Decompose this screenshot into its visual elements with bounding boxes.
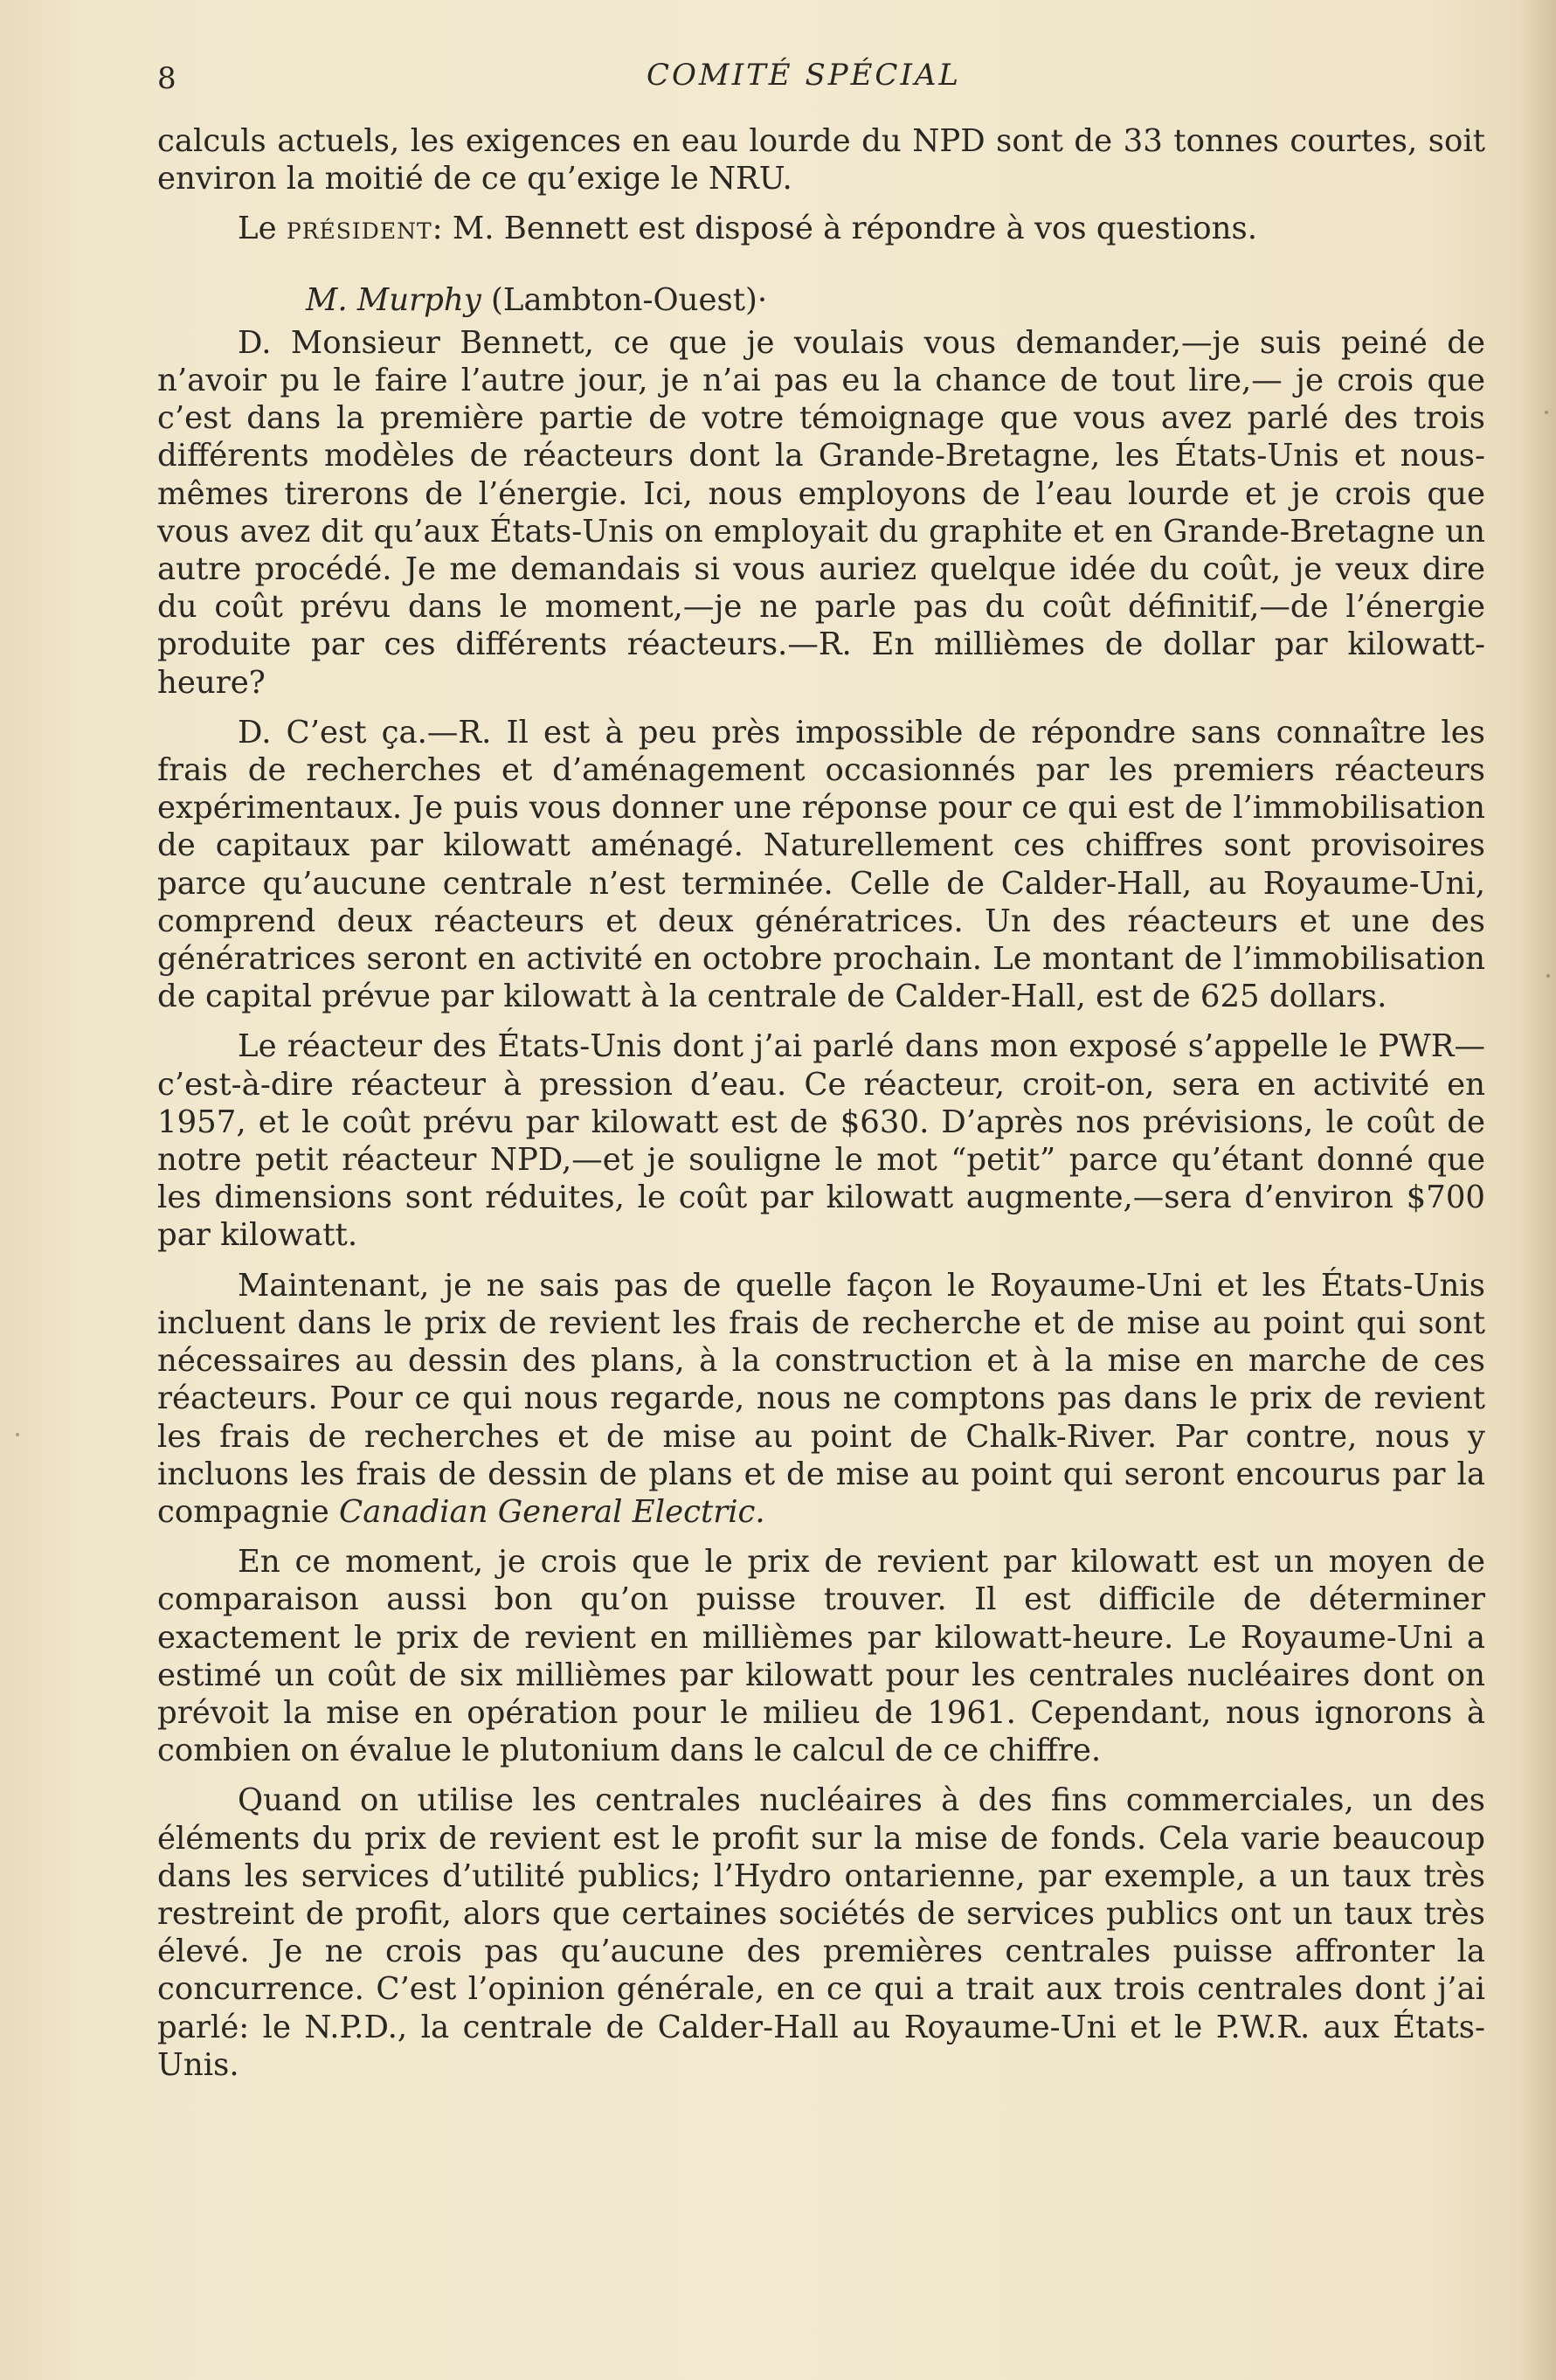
- paper-speck: [1545, 411, 1548, 414]
- paper-speck: [1546, 974, 1550, 978]
- president-statement: : M. Bennett est disposé à répondre à vos questions.: [432, 211, 1258, 247]
- president-role: président: [286, 211, 432, 247]
- paragraph-answer-1: D. C’est ça.—R. Il est à peu près impossible de répondre sans connaître les frais de recherches et d’aménagement occasionnés par les premiers réacteurs expérimentaux. Je puis vous donner une réponse pour ce qui est de l’immobilisation de capitaux par kilowatt aménagé. Naturellement ces chiffres sont provisoires parce qu’aucune centrale n’est terminée. Celle de Calder-Hall, au Royaume-Uni, comprend deux réacteurs et deux génératrices. Un des réacteurs et une des génératrices seront en activité en octobre prochain. Le montant de l’immobilisation de capital prévue par kilowatt à la centrale de Calder-Hall, est de 625 dollars.: [157, 714, 1485, 1015]
- company-name: Canadian General Electric.: [339, 1493, 765, 1530]
- president-label-prefix: Le: [238, 211, 287, 247]
- page-edge-shadow: [1521, 0, 1556, 2380]
- speaker-riding: (Lambton-Ouest)·: [481, 281, 768, 318]
- speaker-heading: [157, 281, 1485, 319]
- running-title: COMITÉ SPÉCIAL: [647, 58, 962, 93]
- speaker-name: M. Murphy: [306, 281, 481, 318]
- paragraph-answer-3: [157, 1267, 1485, 1531]
- page-number: 8: [157, 61, 176, 96]
- paragraph-question: D. Monsieur Bennett, ce que je voulais vous demander,—je suis peiné de n’avoir pu le faire l’autre jour, je n’ai pas eu la chance de tout lire,— je crois que c’est dans la première partie de votre témoignage que vous avez parlé des trois différents modèles de réacteurs dont la Grande-Bretagne, les États-Unis et nous-mêmes tirerons de l’énergie. Ici, nous employons de l’eau lourde et je crois que vous avez dit qu’aux États-Unis on employait du graphite et en Grande-Bretagne un autre procédé. Je me demandais si vous auriez quelque idée du coût, je veux dire du coût prévu dans le moment,—je ne parle pas du coût définitif,—de l’énergie produite par ces différents réacteurs.—R. En millièmes de dollar par kilowatt-heure?: [157, 324, 1485, 701]
- paragraph-president: [157, 210, 1485, 247]
- body-text: [157, 122, 1485, 2084]
- paragraph-answer-3-text: Maintenant, je ne sais pas de quelle façon le Royaume-Uni et les États-Unis incluent dans le prix de revient les frais de recherche et de mise au point qui sont nécessaires au dessin des plans, à la construction et à la mise en marche de ces réacteurs. Pour ce qui nous regarde, nous ne comptons pas dans le prix de revient les frais de recherches et de mise au point de Chalk-River. Par contre, nous y incluons les frais de dessin de plans et de mise au point qui seront encourus par la compagnie: [157, 1267, 1485, 1530]
- paper-speck: [16, 1433, 19, 1436]
- paragraph-answer-4: En ce moment, je crois que le prix de revient par kilowatt est un moyen de comparaison aussi bon qu’on puisse trouver. Il est difficile de déterminer exactement le prix de revient en millièmes par kilowatt-heure. Le Royaume-Uni a estimé un coût de six millièmes par kilowatt pour les centrales nucléaires dont on prévoit la mise en opération pour le milieu de 1961. Cependant, nous ignorons à combien on évalue le plutonium dans le calcul de ce chiffre.: [157, 1544, 1485, 1769]
- paragraph-answer-5: Quand on utilise les centrales nucléaires à des fins commerciales, un des éléments du prix de revient est le profit sur la mise de fonds. Cela varie beaucoup dans les services d’utilité publics; l’Hydro ontarienne, par exemple, a un taux très restreint de profit, alors que certaines sociétés de services publics ont un taux très élevé. Je ne crois pas qu’aucune des premières centrales puisse affronter la concurrence. C’est l’opinion générale, en ce qui a trait aux trois centrales dont j’ai parlé: le N.P.D., la centrale de Calder-Hall au Royaume-Uni et le P.W.R. aux États-Unis.: [157, 1782, 1485, 2083]
- running-head: [157, 54, 1485, 107]
- paragraph-continued: calculs actuels, les exigences en eau lourde du NPD sont de 33 tonnes courtes, soit environ la moitié de ce qu’exige le NRU.: [157, 123, 1485, 197]
- paragraph-answer-2: Le réacteur des États-Unis dont j’ai parlé dans mon exposé s’appelle le PWR—c’est-à-dire réacteur à pression d’eau. Ce réacteur, croit-on, sera en activité en 1957, et le coût prévu par kilowatt est de $630. D’après nos prévisions, le coût de notre petit réacteur NPD,—et je souligne le mot “petit” parce qu’étant donné que les dimensions sont réduites, le coût par kilowatt augmente,—sera d’environ $700 par kilowatt.: [157, 1028, 1485, 1254]
